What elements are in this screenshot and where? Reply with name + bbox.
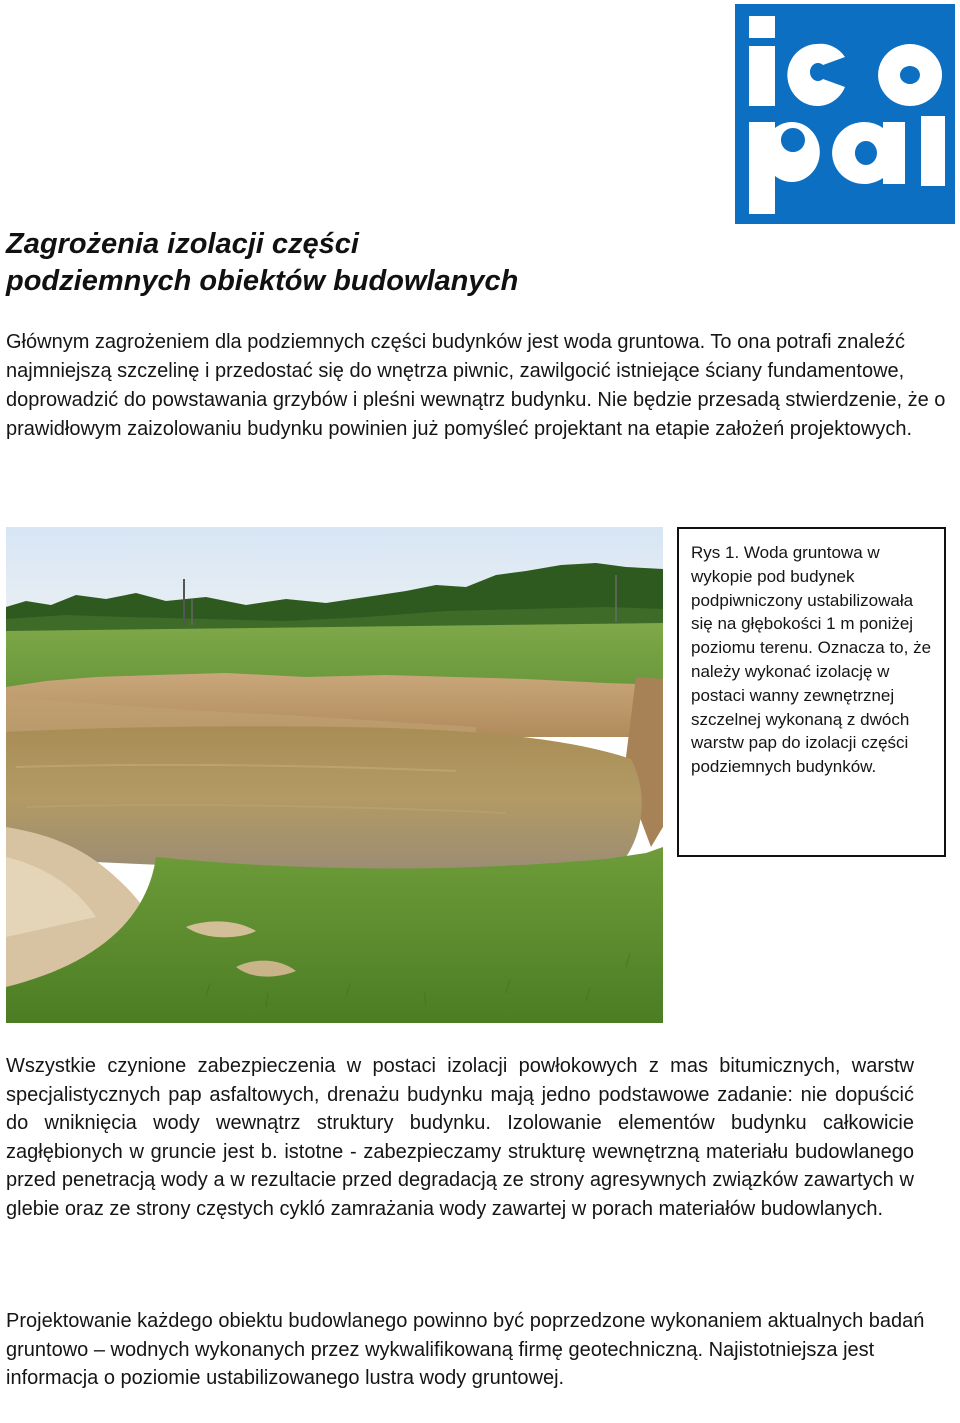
- intro-paragraph: Głównym zagrożeniem dla podziemnych części budynków jest woda gruntowa. To ona potrafi znaleźć najmniejszą szczelinę i przedostać się do wnętrza piwnic, zawilgocić istniejące ściany fundamentowe, doprowadzić do powstawania grzybów i pleśni wewnątrz budynku. Nie będzie przesadą stwierdzenie, że o prawidłowym zaizolowaniu budynku powinien już pomyśleć projektant na etapie założeń projektowych.: [6, 331, 946, 440]
- page-title-line-1: Zagrożenia izolacji części: [6, 228, 359, 260]
- page-title-line-2: podziemnych obiektów budowlanych: [6, 265, 519, 297]
- excavation-photo: [6, 527, 663, 1023]
- page-title: [6, 226, 518, 300]
- figure-caption-box: [677, 527, 946, 857]
- excavation-photo-illustration: [6, 527, 663, 1023]
- body-paragraph-3: Projektowanie każdego obiektu budowlanego powinno być poprzedzone wykonaniem aktualnych badań gruntowo – wodnych wykonanych przez wykwalifikowaną firmę geotechniczną. Najistotniejsza jest informacja o poziomie ustabilizowanego lustra wody gruntowej.: [6, 1310, 925, 1389]
- icopal-logo: [735, 4, 955, 224]
- body-paragraph-2: Wszystkie czynione zabezpieczenia w postaci izolacji powłokowych z mas bitumicznych, warstw specjalistycznych pap asfaltowych, drenażu budynku mają jedno podstawowe zadanie: nie dopuścić do wniknięcia wody wewnątrz struktury budynku. Izolowanie elementów budynku całkowicie zagłębionych w gruncie jest b. istotne - zabezpieczamy strukturę wewnętrzną materiału budowlanego przed penetracją wody a w rezultacie przed degradacją ze strony agresywnych związków zawartych w glebie oraz ze strony częstych cykló zamrażania wody zawartej w porach materiałów budowlanych.: [6, 1055, 914, 1220]
- icopal-logo-mark: [735, 4, 955, 224]
- figure-caption: Rys 1. Woda gruntowa w wykopie pod budynek podpiwniczony ustabilizowała się na głębokości 1 m poniżej poziomu terenu. Oznacza to, że należy wykonać izolację w postaci wanny zewnętrznej szczelnej wykonaną z dwóch warstw pap do izolacji części podziemnych budynków.: [691, 543, 932, 777]
